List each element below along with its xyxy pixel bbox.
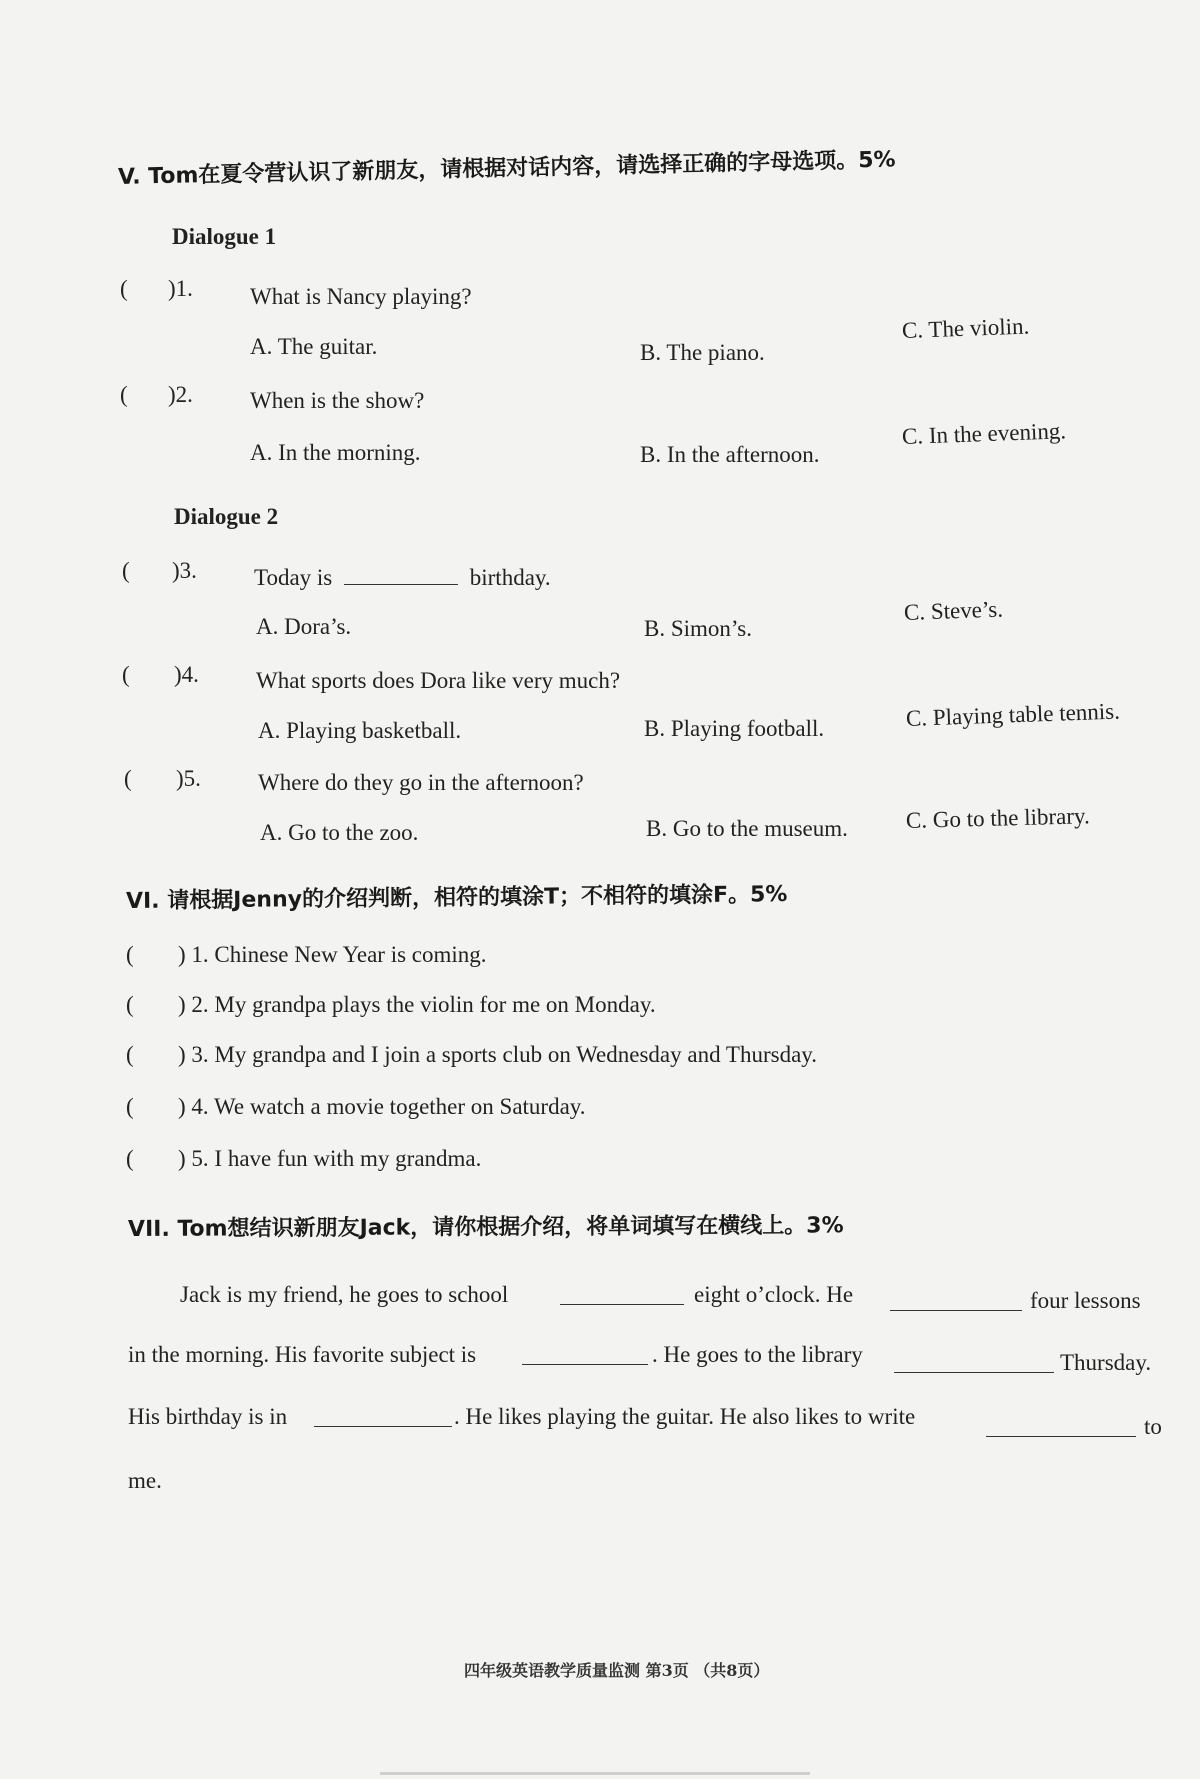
answer-paren[interactable]: ( <box>126 1146 134 1171</box>
statement: ) 1. Chinese New Year is coming. <box>178 942 487 967</box>
answer-paren[interactable]: ( <box>120 276 128 301</box>
answer-paren[interactable]: ( <box>122 558 130 583</box>
page-footer: 四年级英语教学质量监测 第3页 （共8页） <box>464 1661 770 1680</box>
dialogue-1-heading: Dialogue 1 <box>172 224 277 249</box>
answer-paren[interactable]: ( <box>126 1094 134 1119</box>
question-text: What sports does Dora like very much? <box>256 668 621 693</box>
option-c: C. In the evening. <box>901 418 1067 449</box>
option-b: B. Go to the museum. <box>646 816 848 841</box>
option-b: B. Playing football. <box>644 716 825 741</box>
question-number: )4. <box>174 662 199 687</box>
question-number: )1. <box>168 276 193 301</box>
passage-text: to <box>1144 1414 1162 1439</box>
section-7-title: VII. Tom想结识新朋友Jack，请你根据介绍，将单词填写在横线上。3% <box>127 1213 844 1242</box>
answer-blank[interactable] <box>522 1342 648 1365</box>
statement: ) 2. My grandpa plays the violin for me on Monday. <box>178 992 656 1017</box>
statement: ) 4. We watch a movie together on Saturday. <box>178 1094 586 1119</box>
scan-edge-line <box>380 1772 810 1775</box>
passage-text: Thursday. <box>1060 1350 1152 1375</box>
answer-blank[interactable] <box>560 1282 684 1305</box>
question-number: )3. <box>172 558 197 583</box>
section-5-title: V. Tom在夏令营认识了新朋友，请根据对话内容，请选择正确的字母选项。5% <box>117 147 896 190</box>
dialogue-2-heading: Dialogue 2 <box>174 504 279 529</box>
passage-text: eight o’clock. He <box>694 1282 854 1307</box>
answer-paren[interactable]: ( <box>126 1042 134 1067</box>
passage-text: His birthday is in <box>128 1404 288 1429</box>
statement: ) 3. My grandpa and I join a sports club on Wednesday and Thursday. <box>178 1042 818 1067</box>
option-b: B. In the afternoon. <box>640 442 820 467</box>
section-6-title: VI. 请根据Jenny的介绍判断，相符的填涂T；不相符的填涂F。5% <box>125 882 788 914</box>
statement: ) 5. I have fun with my grandma. <box>178 1146 482 1171</box>
option-c: C. Steve’s. <box>903 596 1004 625</box>
answer-blank[interactable] <box>894 1350 1054 1373</box>
question-number: )2. <box>168 382 193 407</box>
question-text: What is Nancy playing? <box>250 284 472 309</box>
option-c: C. Go to the library. <box>905 803 1091 833</box>
passage-text: Jack is my friend, he goes to school <box>180 1282 509 1307</box>
option-c: C. Playing table tennis. <box>905 698 1121 731</box>
question-number: )5. <box>176 766 201 791</box>
answer-blank[interactable] <box>344 562 458 585</box>
option-a: A. Dora’s. <box>256 614 352 639</box>
option-a: A. Playing basketball. <box>258 718 462 743</box>
option-a: A. In the morning. <box>250 440 421 465</box>
question-text: When is the show? <box>250 388 425 413</box>
passage-text: me. <box>128 1468 162 1493</box>
question-text <box>254 562 551 591</box>
passage-text: four lessons <box>1030 1288 1141 1313</box>
answer-paren[interactable]: ( <box>126 942 134 967</box>
answer-blank[interactable] <box>314 1404 452 1427</box>
passage-text: . He likes playing the guitar. He also likes to write <box>454 1404 916 1429</box>
answer-paren[interactable]: ( <box>126 992 134 1017</box>
question-text: Where do they go in the afternoon? <box>258 770 584 795</box>
passage-text: . He goes to the library <box>652 1342 863 1367</box>
option-a: A. Go to the zoo. <box>260 820 419 845</box>
question-text-before: Today is <box>254 565 333 590</box>
answer-blank[interactable] <box>986 1414 1136 1437</box>
answer-paren[interactable]: ( <box>124 766 132 791</box>
option-a: A. The guitar. <box>250 334 378 359</box>
answer-paren[interactable]: ( <box>122 662 130 687</box>
passage-text: in the morning. His favorite subject is <box>128 1342 477 1367</box>
question-text-after: birthday. <box>469 565 551 590</box>
option-c: C. The violin. <box>901 313 1030 343</box>
option-b: B. The piano. <box>640 340 765 365</box>
answer-paren[interactable]: ( <box>120 382 128 407</box>
answer-blank[interactable] <box>890 1288 1022 1311</box>
option-b: B. Simon’s. <box>644 616 753 641</box>
